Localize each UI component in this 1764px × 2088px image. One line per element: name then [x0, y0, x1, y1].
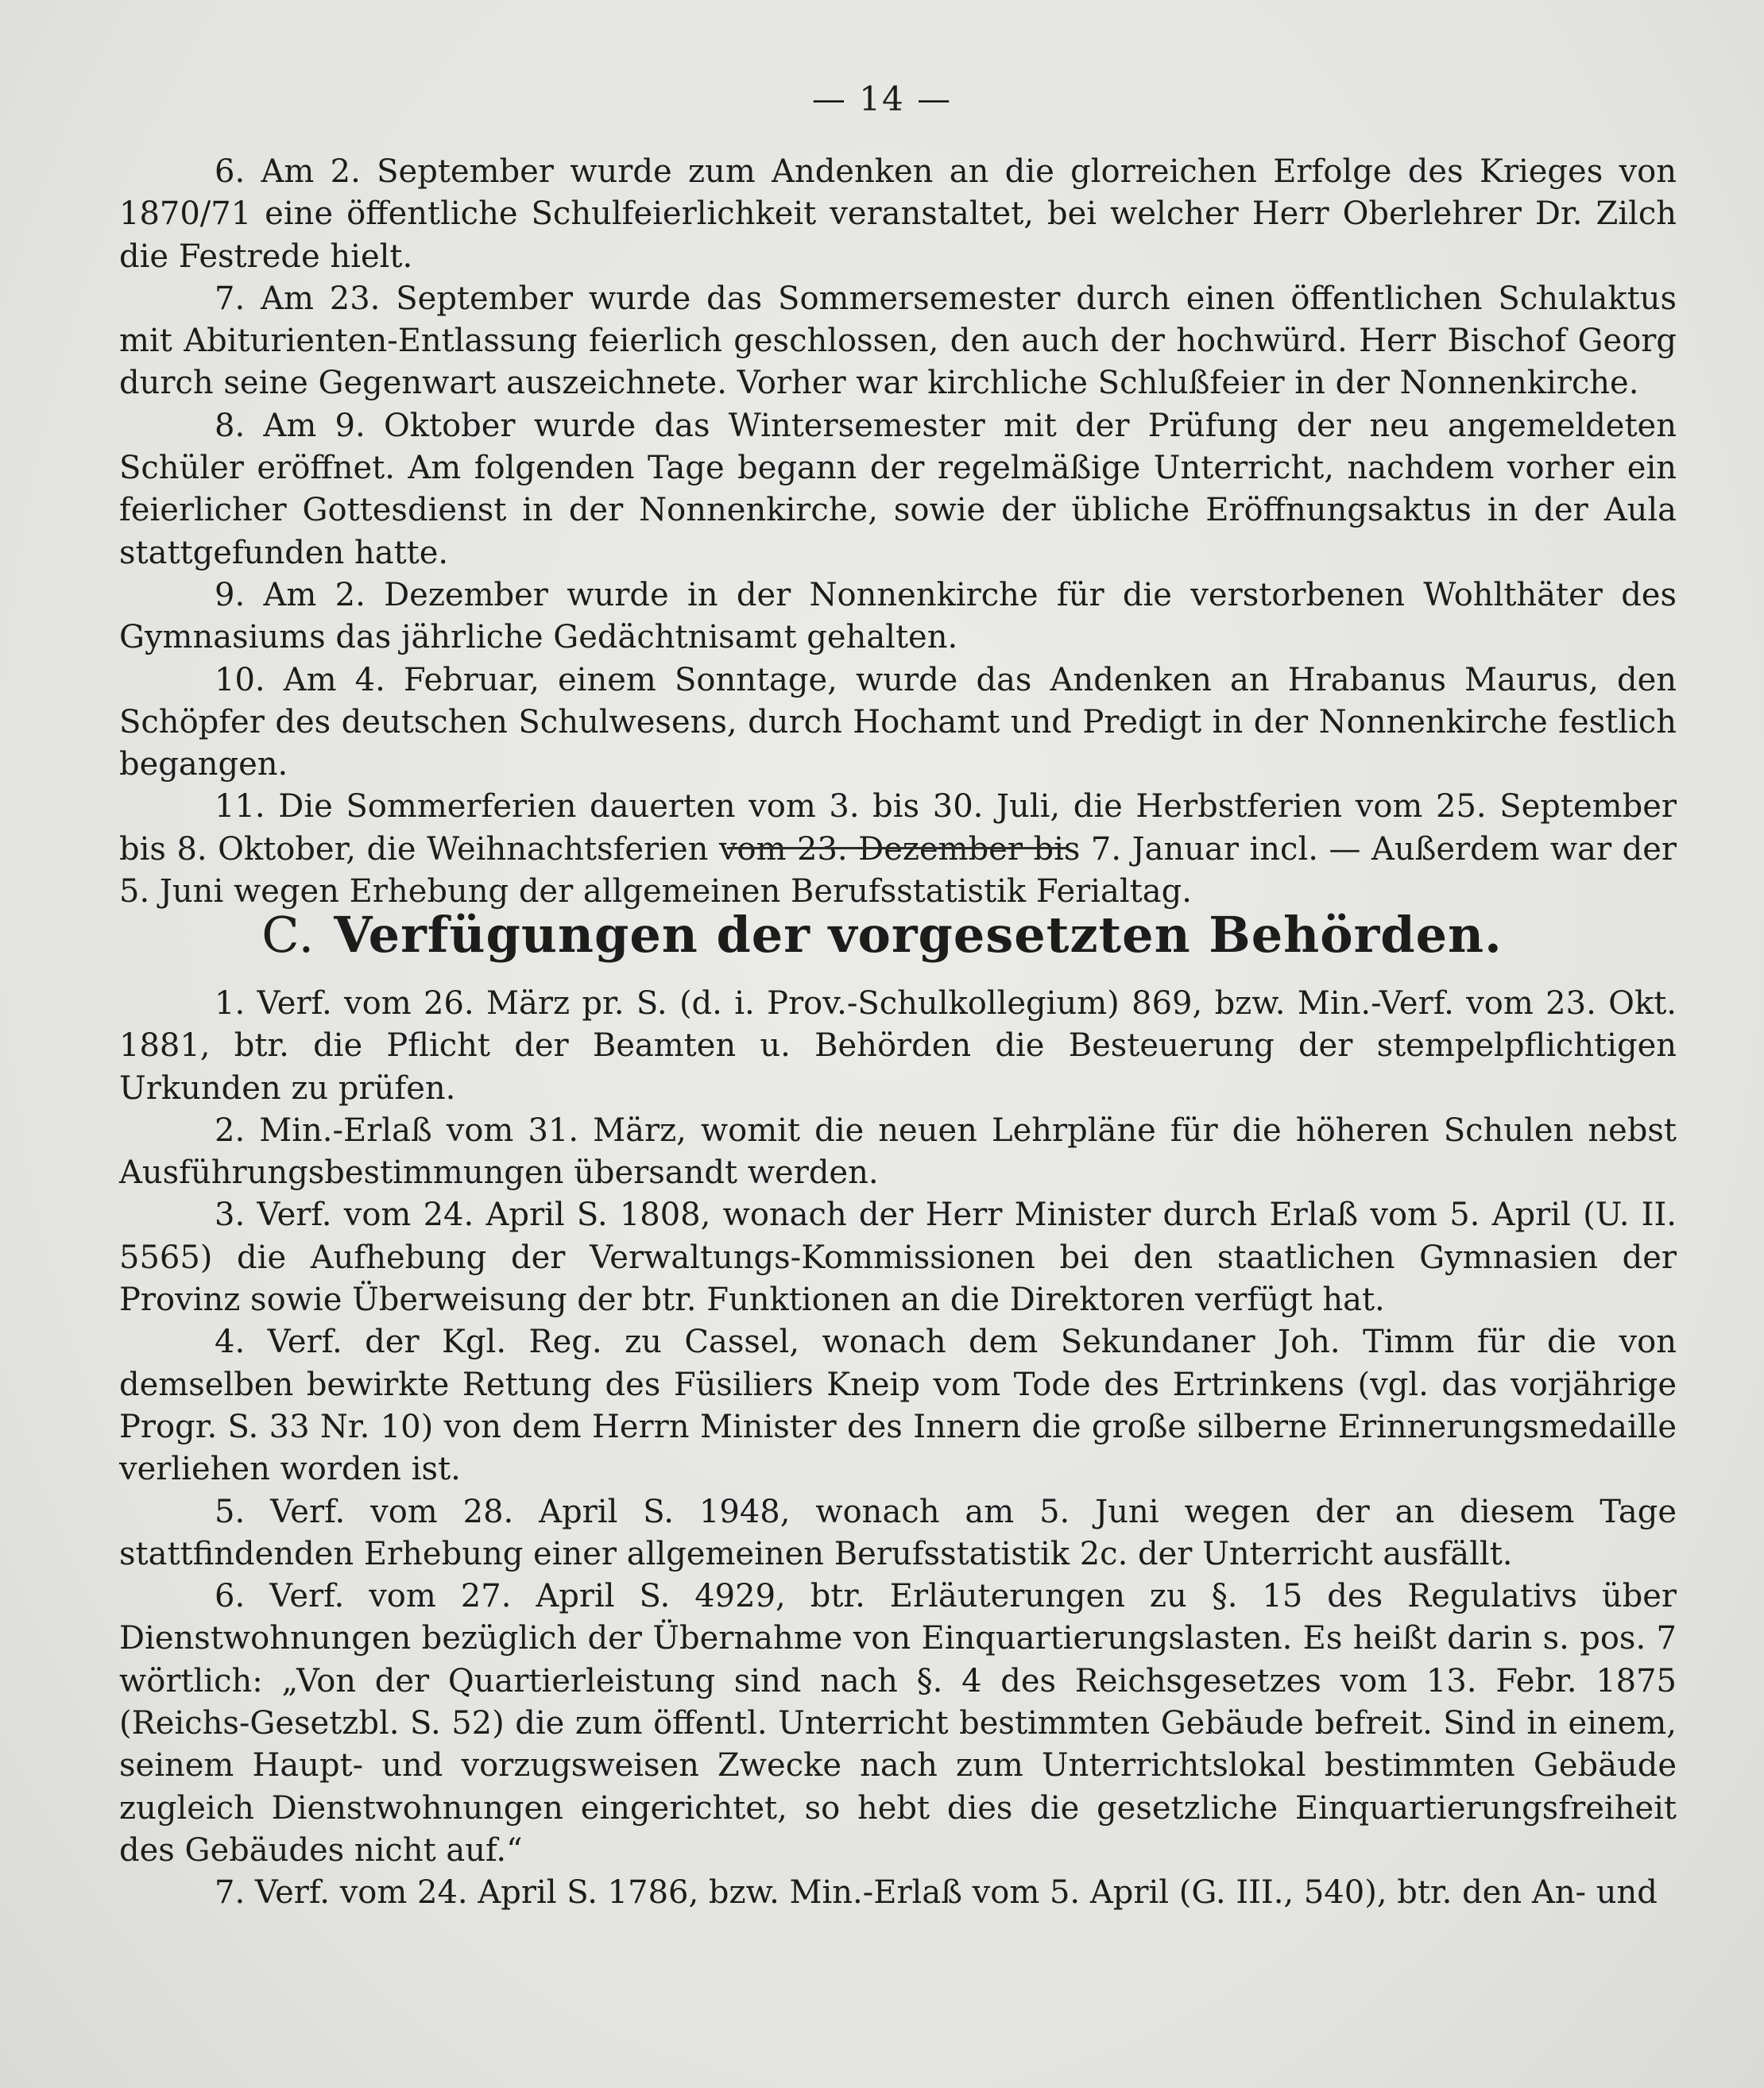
decrees-list — [119, 983, 1677, 1915]
chronicle-item-9: 9. Am 2. Dezember wurde in der Nonnenkirche für die verstorbenen Wohlthäter des Gymnasiums das jährliche Gedächtnisamt gehalten. — [119, 576, 1677, 656]
decree-item-4: 4. Verf. der Kgl. Reg. zu Cassel, wonach dem Sekundaner Joh. Timm für die von demselben bewirkte Rettung des Füsiliers Kneip vom Tode des Ertrinkens (vgl. das vorjährige Progr. S. 33 Nr. 10) von dem Herrn Minister des Innern die große silberne Erinnerungsmedaille verliehen worden ist. — [119, 1324, 1677, 1488]
decree-item-6: 6. Verf. vom 27. April S. 4929, btr. Erläuterungen zu §. 15 des Regulativs über Dienstwohnungen bezüglich der Übernahme von Einquartierungslasten. Es heißt darin s. pos. 7 wörtlich: „Von der Quartierleistung sind nach §. 4 des Reichsgesetzes vom 13. Febr. 1875 (Reichs-Gesetzbl. S. 52) die zum öffentl. Unterricht bestimmten Gebäude befreit. Sind in einem, seinem Haupt- und vorzugsweisen Zwecke nach zum Unterrichtslokal bestimmten Gebäude zugleich Dienstwohnungen eingerichtet, so hebt dies die gesetzliche Einquartierungsfreiheit des Gebäudes nicht auf.“ — [119, 1578, 1677, 1869]
school-chronicle-list — [119, 151, 1677, 913]
chronicle-item-10: 10. Am 4. Februar, einem Sonntage, wurde das Andenken an Hrabanus Maurus, den Schöpfer des deutschen Schulwesens, durch Hochamt und Predigt in der Nonnenkirche festlich begangen. — [119, 661, 1677, 783]
section-divider — [727, 847, 1069, 849]
decree-item-5: 5. Verf. vom 28. April S. 1948, wonach am 5. Juni wegen der an diesem Tage stattfindenden Erhebung einer allgemeinen Berufsstatistik 2c. der Unterricht ausfällt. — [119, 1493, 1677, 1572]
chronicle-item-11: 11. Die Sommerferien dauerten vom 3. bis 30. Juli, die Herbstferien vom 25. September bis 8. Oktober, die Weihnachtsferien vom 23. Dezember bis 7. Januar incl. — Außerdem war der 5. Juni wegen Erhebung der allgemeinen Berufsstatistik Ferialtag. — [119, 788, 1677, 911]
decree-item-3: 3. Verf. vom 24. April S. 1808, wonach der Herr Minister durch Erlaß vom 5. April (U. II. 5565) die Aufhebung der Verwaltungs-Kommissionen bei den staatlichen Gymnasien der Provinz sowie Überweisung der btr. Funktionen an die Direktoren verfügt hat. — [119, 1197, 1677, 1319]
decree-item-1: 1. Verf. vom 26. März pr. S. (d. i. Prov.-Schulkollegium) 869, bzw. Min.-Verf. vom 23. Okt. 1881, btr. die Pflicht der Beamten u. Behörden die Besteuerung der stempelpflichtigen Urkunden zu prüfen. — [119, 985, 1677, 1107]
chronicle-item-8: 8. Am 9. Oktober wurde das Wintersemester mit der Prüfung der neu angemeldeten Schüler eröffnet. Am folgenden Tage begann der regelmäßige Unterricht, nachdem vorher ein feierlicher Gottesdienst in der Nonnenkirche, sowie der übliche Eröffnungsaktus in der Aula stattgefunden hatte. — [119, 407, 1677, 571]
section-title: Verfügungen der vorgesetzten Behörden. — [334, 906, 1503, 964]
section-letter: C. — [261, 906, 315, 964]
chronicle-item-7: 7. Am 23. September wurde das Sommersemester durch einen öffentlichen Schulaktus mit Abiturienten-Entlassung feierlich geschlossen, den auch der hochwürd. Herr Bischof Georg durch seine Gegenwart auszeichnete. Vorher war kirchliche Schlußfeier in der Nonnenkirche. — [119, 280, 1677, 402]
decree-item-7: 7. Verf. vom 24. April S. 1786, bzw. Min.-Erlaß vom 5. April (G. III., 540), btr. den An- und — [215, 1874, 1658, 1912]
section-heading — [0, 906, 1764, 964]
page-number: — 14 — — [811, 79, 953, 118]
chronicle-item-6: 6. Am 2. September wurde zum Andenken an die glorreichen Erfolge des Krieges von 1870/71 eine öffentliche Schulfeierlichkeit veranstaltet, bei welcher Herr Oberlehrer Dr. Zilch die Festrede hielt. — [119, 153, 1677, 275]
decree-item-2: 2. Min.-Erlaß vom 31. März, womit die neuen Lehrpläne für die höheren Schulen nebst Ausführungsbestimmungen übersandt werden. — [119, 1112, 1677, 1192]
